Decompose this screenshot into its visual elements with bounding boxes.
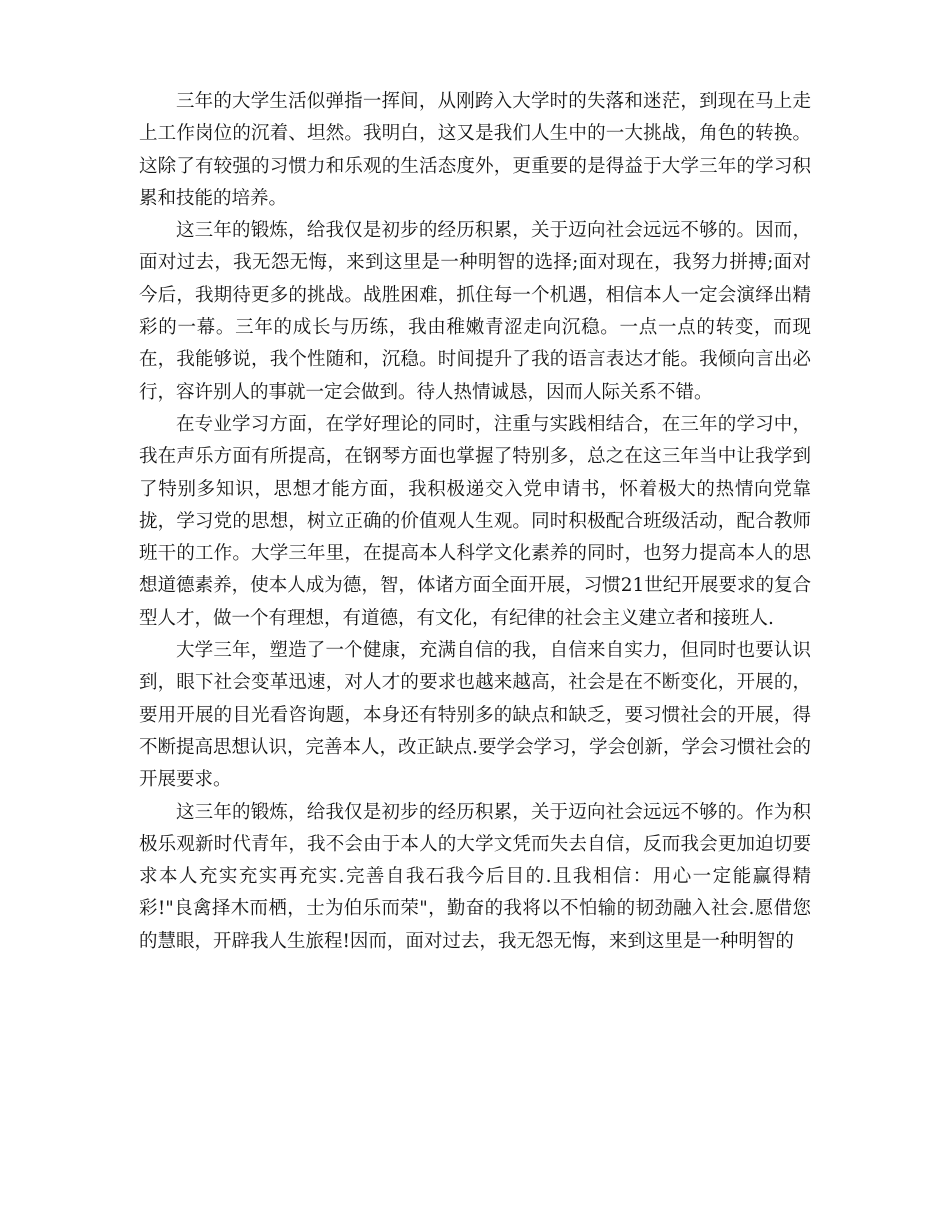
paragraph-4: 大学三年，塑造了一个健康，充满自信的我，自信来自实力，但同时也要认识到，眼下社会变革迅速，对人才的要求也越来越高，社会是在不断变化，开展的，要用开展的目光看咨询题，本身还有特别多的缺点和缺乏，要习惯社会的开展，得不断提高思想认识，完善本人，改正缺点.要学会学习，学会创新，学会习惯社会的开展要求。	[139, 640, 811, 791]
document-body	[139, 86, 811, 958]
paragraph-1: 三年的大学生活似弹指一挥间，从刚跨入大学时的失落和迷茫，到现在马上走上工作岗位的沉着、坦然。我明白，这又是我们人生中的一大挑战，角色的转换。这除了有较强的习惯力和乐观的生活态度外，更重要的是得益于大学三年的学习积累和技能的培养。	[139, 91, 811, 209]
paragraph-3: 在专业学习方面，在学好理论的同时，注重与实践相结合，在三年的学习中，我在声乐方面有所提高，在钢琴方面也掌握了特别多，总之在这三年当中让我学到了特别多知识，思想才能方面，我积极递交入党申请书，怀着极大的热情向党靠拢，学习党的思想，树立正确的价值观人生观。同时积极配合班级活动，配合教师班干的工作。大学三年里，在提高本人科学文化素养的同时，也努力提高本人的思想道德素养，使本人成为德，智，体诸方面全面开展，习惯21世纪开展要求的复合型人才，做一个有理想，有道德，有文化，有纪律的社会主义建立者和接班人.	[139, 413, 811, 629]
paragraph-5: 这三年的锻炼，给我仅是初步的经历积累，关于迈向社会远远不够的。作为积极乐观新时代青年，我不会由于本人的大学文凭而失去自信，反而我会更加迫切要求本人充实充实再充实.完善自我石我今后目的.且我相信：用心一定能赢得精彩!"良禽择木而栖，士为伯乐而荣"，勤奋的我将以不怕输的韧劲融入社会.愿借您的慧眼，开辟我人生旅程!因而，面对过去，我无怨无悔，来到这里是一种明智的	[139, 801, 811, 952]
paragraph-2: 这三年的锻炼，给我仅是初步的经历积累，关于迈向社会远远不够的。因而，面对过去，我无怨无悔，来到这里是一种明智的选择;面对现在，我努力拼搏;面对今后，我期待更多的挑战。战胜困难，抓住每一个机遇，相信本人一定会演绎出精彩的一幕。三年的成长与历练，我由稚嫩青涩走向沉稳。一点一点的转变，而现在，我能够说，我个性随和，沉稳。时间提升了我的语言表达才能。我倾向言出必行，容许别人的事就一定会做到。待人热情诚恳，因而人际关系不错。	[139, 220, 811, 403]
